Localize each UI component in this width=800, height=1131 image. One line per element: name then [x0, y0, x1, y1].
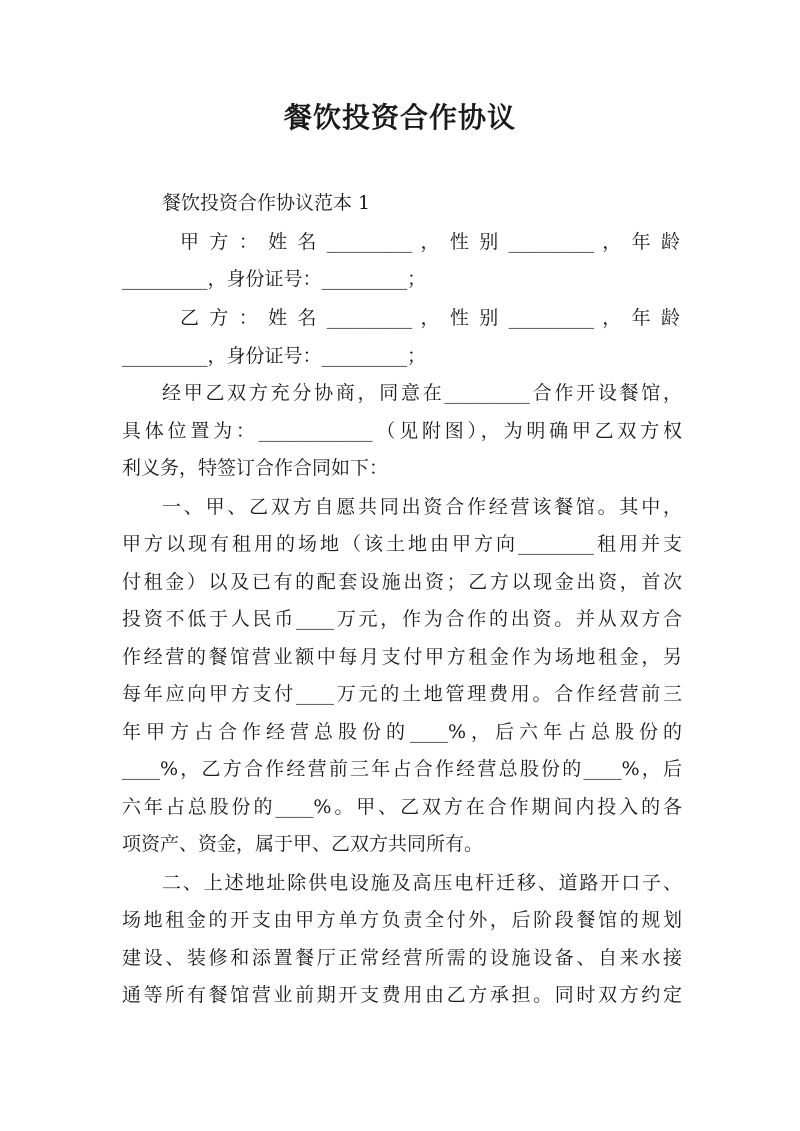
paragraph-line: 经甲乙双方充分协商，同意在_________合作开设餐馆， — [162, 382, 682, 404]
document-title: 餐饮投资合作协议 — [283, 101, 516, 134]
party-a-id-line: _________，身份证号：_________； — [122, 268, 427, 290]
template-heading: 餐饮投资合作协议范本 1 — [162, 192, 371, 214]
clause-2-line: 二、上述地址除供电设施及高压电杆迁移、道路开口子、 — [162, 872, 682, 894]
paragraph-line: 具体位置为：____________（见附图），为明确甲乙双方权 — [122, 420, 682, 442]
clause-1-line: 甲方以现有租用的场地（该土地由甲方向________租用并支 — [122, 533, 682, 555]
clause-1-line: 项资产、资金，属于甲、乙双方共同所有。 — [122, 833, 484, 855]
clause-1-line: 投资不低于人民币____万元，作为合作的出资。并从双方合 — [122, 608, 682, 630]
clause-1-line: 付租金）以及已有的配套设施出资；乙方以现金出资，首次 — [122, 571, 682, 593]
party-b-name-line: 乙 方 ： 姓 名 _________ ， 性 别 _________ ， 年 龄 — [180, 307, 680, 329]
party-b-id-line: _________，身份证号：_________； — [122, 345, 427, 367]
clause-2-line: 通等所有餐馆营业前期开支费用由乙方承担。同时双方约定 — [122, 984, 682, 1006]
clause-2-line: 场地租金的开支由甲方单方负责全付外，后阶段餐馆的规划 — [122, 909, 682, 931]
paragraph-line: 利义务，特签订合作合同如下： — [122, 457, 389, 479]
clause-1-line: 每年应向甲方支付____万元的土地管理费用。合作经营前三 — [122, 683, 682, 705]
clause-1-line: 作经营的餐馆营业额中每月支付甲方租金作为场地租金，另 — [122, 646, 682, 668]
clause-2-line: 建设、装修和添置餐厅正常经营所需的设施设备、自来水接 — [122, 947, 682, 969]
clause-1-line: 六年占总股份的____%。甲、乙双方在合作期间内投入的各 — [122, 796, 682, 818]
party-a-name-line: 甲 方 ： 姓 名 _________ ， 性 别 _________ ， 年 龄 — [180, 231, 680, 253]
clause-1-line: 年甲方占合作经营总股份的____%，后六年占总股份的 — [122, 721, 682, 743]
clause-1-line: 一、甲、乙双方自愿共同出资合作经营该餐馆。其中， — [162, 496, 682, 518]
clause-1-line: ____%，乙方合作经营前三年占合作经营总股份的____%，后 — [122, 758, 682, 780]
